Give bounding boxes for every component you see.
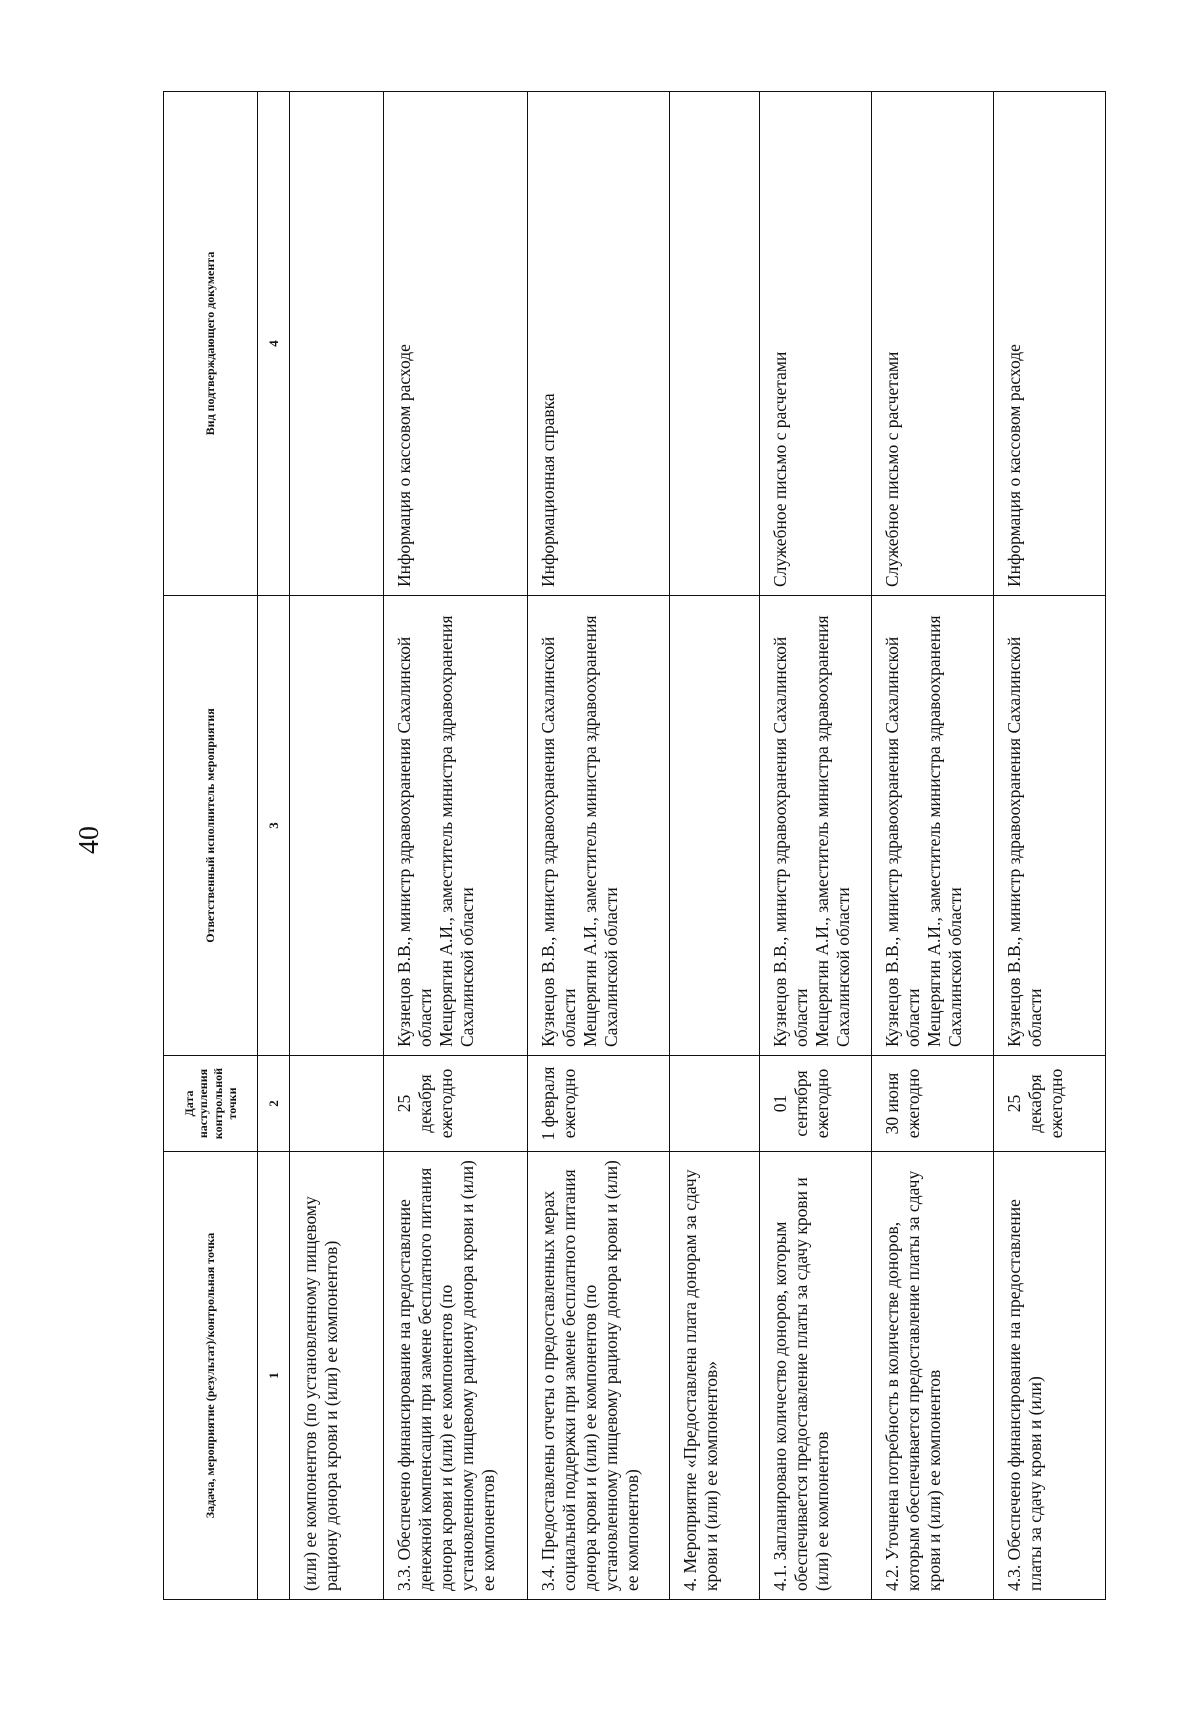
row-task-cell bbox=[670, 1152, 760, 1600]
header-responsible: Ответственный исполнитель мероприятия bbox=[164, 596, 258, 1056]
row-date-cell bbox=[872, 1056, 994, 1152]
row-responsible-cell bbox=[670, 596, 760, 1056]
table-row bbox=[290, 92, 384, 1600]
cell-text: 25 декабря ежегодно bbox=[394, 1068, 456, 1139]
row-task-cell bbox=[384, 1152, 528, 1600]
cell-text: Информация о кассовом расходе bbox=[1004, 344, 1024, 587]
row-responsible-cell bbox=[528, 596, 670, 1056]
row-responsible-cell bbox=[290, 596, 384, 1056]
row-date-cell bbox=[670, 1056, 760, 1152]
document-sheet bbox=[163, 92, 1101, 1600]
cell-text: 25 декабря ежегодно bbox=[1004, 1068, 1066, 1139]
row-document-cell bbox=[872, 92, 994, 596]
cell-text: Кузнецов В.В., министр здравоохранения Сахалинской области bbox=[394, 636, 435, 1047]
cell-text: 1 февраля ежегодно bbox=[538, 1066, 579, 1141]
cell-text: Кузнецов В.В., министр здравоохранения Сахалинской области bbox=[1004, 636, 1045, 1047]
table-row bbox=[384, 92, 528, 1600]
row-task-cell bbox=[760, 1152, 872, 1600]
cell-text: Служебное письмо с расчетами bbox=[882, 351, 902, 587]
cell-text: 01 сентября ежегодно bbox=[770, 1068, 832, 1139]
row-date-cell bbox=[760, 1056, 872, 1152]
header-date: Дата наступления контрольной точки bbox=[164, 1056, 258, 1152]
table-row bbox=[872, 92, 994, 1600]
control-points-table bbox=[163, 91, 1106, 1600]
cell-text: 4.2. Уточнена потребность в количестве доноров, которым обеспечивается предоставление платы за сдачу крови и (или) ее компонентов bbox=[882, 1170, 944, 1591]
row-document-cell bbox=[290, 92, 384, 596]
row-date-cell bbox=[384, 1056, 528, 1152]
row-date-cell bbox=[290, 1056, 384, 1152]
row-date-cell bbox=[994, 1056, 1106, 1152]
row-task-cell bbox=[528, 1152, 670, 1600]
row-document-cell bbox=[994, 92, 1106, 596]
column-number-row bbox=[258, 92, 290, 1600]
header-task: Задача, мероприятие (результат)/контрольная точка bbox=[164, 1152, 258, 1600]
row-task-cell bbox=[290, 1152, 384, 1600]
column-number: 4 bbox=[258, 92, 290, 596]
cell-text: 4. Мероприятие «Предоставлена плата донорам за сдачу крови и (или) ее компонентов» bbox=[680, 1169, 721, 1591]
cell-text: Кузнецов В.В., министр здравоохранения Сахалинской области bbox=[770, 636, 811, 1047]
cell-text: Мещерягин А.И., заместитель министра здравоохранения Сахалинской области bbox=[436, 615, 477, 1047]
row-task-cell bbox=[872, 1152, 994, 1600]
row-responsible-cell bbox=[994, 596, 1106, 1056]
cell-text: (или) ее компонентов (по установленному пищевому рациону донора крови и (или) ее компонентов) bbox=[300, 1196, 341, 1591]
cell-text: Информация о кассовом расходе bbox=[394, 344, 414, 587]
page-number: 40 bbox=[74, 826, 105, 854]
row-responsible-cell bbox=[872, 596, 994, 1056]
column-number: 1 bbox=[258, 1152, 290, 1600]
cell-text: Мещерягин А.И., заместитель министра здравоохранения Сахалинской области bbox=[812, 615, 853, 1047]
row-task-cell bbox=[994, 1152, 1106, 1600]
cell-text: Кузнецов В.В., министр здравоохранения Сахалинской области bbox=[538, 636, 579, 1047]
cell-text: Информационная справка bbox=[538, 393, 558, 587]
row-document-cell bbox=[528, 92, 670, 596]
cell-text: 4.3. Обеспечено финансирование на предоставление платы за сдачу крови и (или) bbox=[1004, 1199, 1045, 1591]
row-date-cell bbox=[528, 1056, 670, 1152]
column-number: 2 bbox=[258, 1056, 290, 1152]
table-row bbox=[528, 92, 670, 1600]
table-row bbox=[760, 92, 872, 1600]
cell-text: Мещерягин А.И., заместитель министра здравоохранения Сахалинской области bbox=[580, 615, 621, 1047]
table-row bbox=[670, 92, 760, 1600]
row-responsible-cell bbox=[384, 596, 528, 1056]
row-document-cell bbox=[670, 92, 760, 596]
row-responsible-cell bbox=[760, 596, 872, 1056]
cell-text: 3.3. Обеспечено финансирование на предоставление денежной компенсации при замене бесплатного питания донора крови и (или) ее компонентов (по установленному пищевому рациону донора крови и (или) ее компонентов) bbox=[394, 1160, 498, 1591]
table-header-row bbox=[164, 92, 258, 1600]
cell-text: Служебное письмо с расчетами bbox=[770, 351, 790, 587]
column-number: 3 bbox=[258, 596, 290, 1056]
cell-text: Кузнецов В.В., министр здравоохранения Сахалинской области bbox=[882, 636, 923, 1047]
cell-text: Мещерягин А.И., заместитель министра здравоохранения Сахалинской области bbox=[924, 615, 965, 1047]
row-document-cell bbox=[384, 92, 528, 596]
cell-text: 3.4. Предоставлены отчеты о предоставленных мерах социальной поддержки при замене бесплатного питания донора крови и (или) ее компонентов (по установленному пищевому рациону донора крови и (или) ее компонентов) bbox=[538, 1160, 642, 1591]
table-row bbox=[994, 92, 1106, 1600]
row-document-cell bbox=[760, 92, 872, 596]
header-document: Вид подтверждающего документа bbox=[164, 92, 258, 596]
cell-text: 30 июня ежегодно bbox=[882, 1068, 923, 1139]
cell-text: 4.1. Запланировано количество доноров, которым обеспечивается предоставление платы за сдачу крови и (или) ее компонентов bbox=[770, 1177, 832, 1591]
